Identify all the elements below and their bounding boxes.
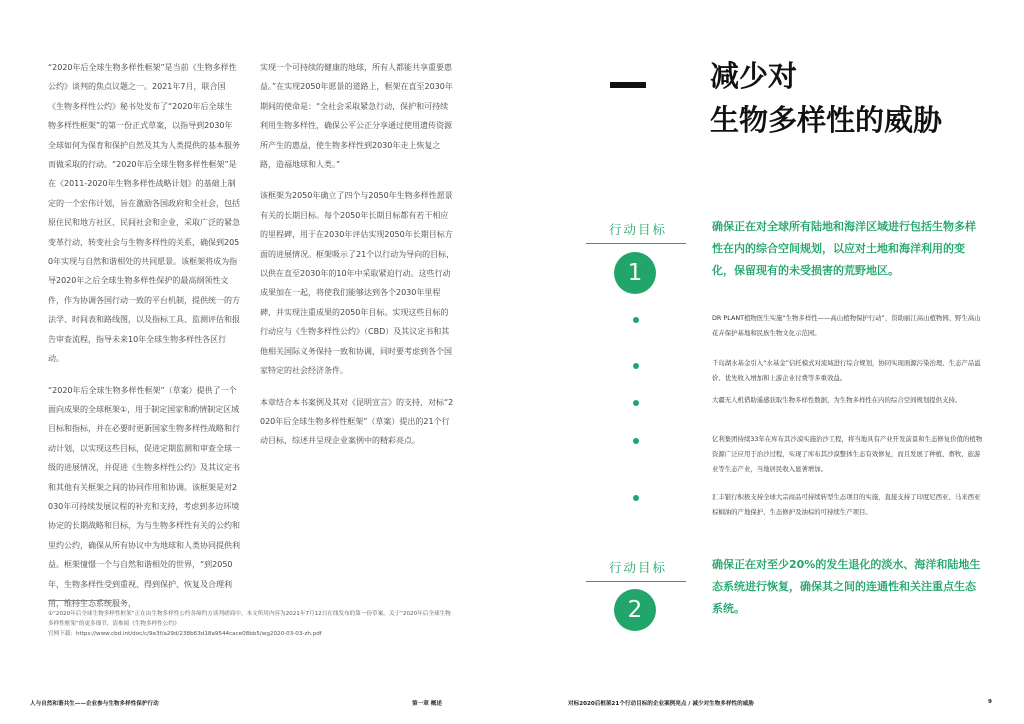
chapter-title-line: 生物多样性的威胁 — [710, 103, 943, 137]
footer-section-title: 对标2020后框架21个行动目标的企业案例亮点 / 减少对生物多样性的威胁 — [568, 701, 754, 707]
goal-description: 确保正在对全球所有陆地和海洋区域进行包括生物多样性在内的综合空间规划，以应对土地和海洋利用的变化，保留现有的未受损害的荒野地区。 — [712, 220, 976, 277]
case-highlight: 大疆无人机借助遥感获取生物多样性数据，为生物多样性在内的综合空间规划提供支持。 — [712, 396, 962, 404]
bullet-dot-icon — [633, 317, 639, 323]
goal-description: 确保正在对至少20%的发生退化的淡水、海洋和陆地生态系统进行恢复，确保其之间的连通性和关注重点生态系统。 — [712, 558, 981, 615]
right-page — [512, 0, 1024, 724]
paragraph: 该框架为2050年确立了四个与2050年生物多样性愿景有关的长期目标。每个2050年长期目标都有若干相应的里程碑，用于在2030年评估实现2050年长期目标方面的进展情况。框架吸示了21个以行动为导向的目标，以供在直至2030年的10年中采取紧迫行动。这些行动成果加在一起，将使我们能够达到各个2030年里程碑，并实现注重成果的2050年目标。实现这些目标的行动应与《生物多样性公约》（CBD）及其议定书和其他相关国际义务保持一致和协调，同时要考虑到各个国家特定的社会经济条件。 — [260, 191, 455, 376]
case-highlight: 亿利集团持续33年在库布其沙漠实施治沙工程，将当地具有产业开发前景和生态修复价值的植物资源广泛应用于治沙过程，实现了库布其沙漠整体生态有效修复，而且发展了种植、畜牧、旅游业等生态产业，当地居民收入显著增加。 — [712, 435, 983, 473]
footnote-url[interactable]: 官网下载：https://www.cbd.int/doc/c/9e3f/a29d/238b63d18a9544cace08bb5/wg2020-03-03-zh.pdf — [48, 631, 322, 637]
chapter-mark — [610, 82, 646, 88]
case-highlight: 汇丰银行积极支持全球大宗商品可持续转型生态项目的实施，直接支持了印度尼西亚、马来西亚棕榈油的产地保护、生态修护及油棕的可持续生产项目。 — [712, 493, 981, 516]
footer-book-title: 人与自然和谐共生——企业参与生物多样性保护行动 — [30, 701, 159, 707]
goal-divider — [586, 243, 686, 244]
paragraph: “2020年后全球生物多样性框架”是当前《生物多样性公约》谈判的焦点议题之一。2021年7月，联合国《生物多样性公约》秘书处发布了“2020年后全球生物多样性框架”的第一份正式草案，以指导到2030年全球如何为保育和保护自然及其为人类提供的基本服务而做采取的行动。“2020年后全球生物多样性框架”是在《2011-2020年生物多样性战略计划》的基础上制定的一个宏伟计划，旨在激励各国政府和全社会，包括原住民和地方社区、民间社会和企业，采取广泛的紧急变革行动，转变社会与生物多样性的关系，确保到2050年实现与自然和谐相处的共同愿景。该框架将成为指导2020年之后全球生物多样性保护的最高纲领性文件，作为协调各国行动一致的平台机制，提供统一的方法学、时间表和路线图，以及指标工具、监测评估和报告审查流程，指导未来10年全球生物多样性各区行动。 — [48, 63, 240, 364]
page-number: 9 — [988, 699, 992, 705]
goal-number-badge: 2 — [614, 589, 656, 631]
chapter-title-line: 减少对 — [710, 59, 798, 93]
text-column-2 — [260, 58, 456, 451]
goal-divider — [586, 581, 686, 582]
text-column-1 — [48, 58, 240, 613]
paragraph: “2020年后全球生物多样性框架”（草案）提供了一个面向成果的全球框架①，用于制定国家和酌情制定区域目标和指标，并在必要时更新国家生物多样性战略和行动计划，以实现这些目标，促进定期监测和审查全球一级的进展情况，并促进《生物多样性公约》及其议定书和其他有关框架之间的协同作用和协调。该框架是对2030年可持续发展议程的补充和支持，考虑到多边环境协定的长期战略和目标，为与生物多样性有关的公约和里约公约，确保从所有协议中为地球和人类协同提供利益。框架憧憬一个与自然和谐相处的世界，“到2050年，生物多样性受到重视、得到保护、恢复及合理利用，维持生态系统服务， — [48, 385, 240, 608]
footnote-divider — [48, 600, 112, 601]
goal-label: 行动目标 — [608, 560, 667, 575]
bullet-dot-icon — [633, 495, 639, 501]
bullet-dot-icon — [633, 363, 639, 369]
bullet-dot-icon — [633, 438, 639, 444]
case-highlight: 千岛湖水基金引入“水基金”信托模式对流域进行综合规划，协同实现面源污染治理、生态产品溢价、优先收入增加和上游企业付费等多重效益。 — [712, 359, 981, 382]
paragraph: 本章结合本书案例及其对《昆明宣言》的支持，对标“2020年后全球生物多样性框架”（草案）提出的21个行动目标，综述并呈现企业案例中的精彩亮点。 — [260, 397, 454, 446]
goal-label: 行动目标 — [608, 222, 667, 237]
chapter-title — [710, 54, 970, 142]
footnote-text: ①“2020年后全球生物多样性框架”正在由生物多样性公约各缔约方谈判磋商中，本文所用内容为2021年7月12日在线发布的第一份草案。关于“2020年后全球生物多样性框架”的更多细节，请参阅《生物多样性公约》 — [48, 611, 451, 627]
bullet-dot-icon — [633, 400, 639, 406]
goal-number-badge: 1 — [614, 252, 656, 294]
paragraph: 实现一个可持续的健康的地球，所有人都能共享重要惠益。”在实现2050年愿景的道路上，框架在直至2030年期间的使命是：“全社会采取紧急行动，保护和可持续利用生物多样性，确保公平公正分享通过使用遗传资源所产生的惠益，使生物多样性到2030年走上恢复之路，造福地球和人类。” — [260, 63, 453, 170]
footer-chapter: 第一章 概述 — [412, 701, 442, 707]
footnote — [48, 609, 456, 639]
case-highlight: DR PLANT植物医生实施“生物多样性——高山植物保护行动”，资助丽江高山植物园、野生高山花卉保护基地和民族生物文化示范园。 — [712, 314, 981, 337]
